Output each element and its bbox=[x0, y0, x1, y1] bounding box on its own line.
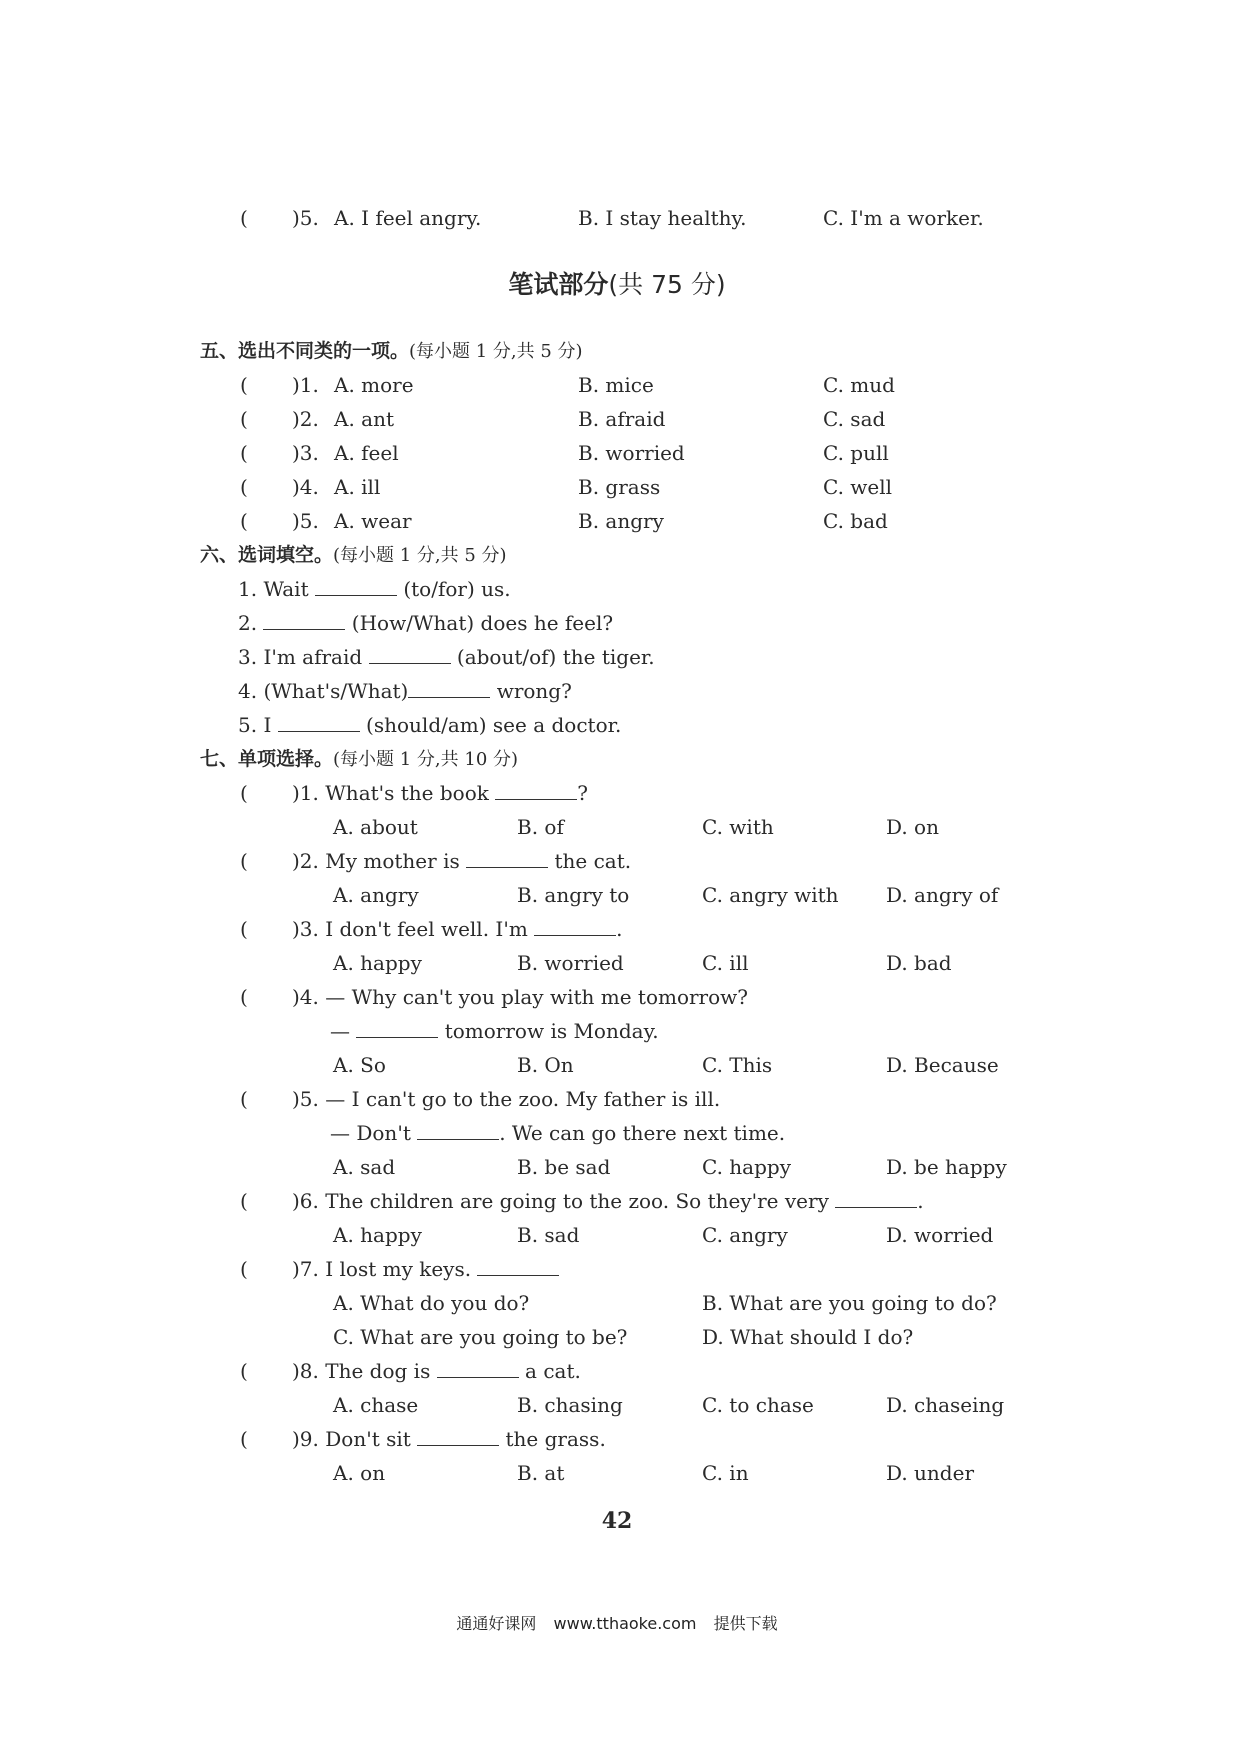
worksheet-page: ( )5. A. I feel angry. B. I stay healthy. C. I'm a worker. 笔试部分(共 75 分) 五、选出不同类的一项。(每小题 1 分,共 5 分) ( )1. A. more B. mice C. mud ( )2. A. ant B. afraid C. sad ( )3. A. feel B. worried C. pull ( )4. A. ill B. grass C. well ( )5. A. wear B. angry C. bad 六、选词填空。(每小题 1 分,共 5 分) 1. Wait (to/for) us. 2. (How/What) does he feel? 3. I'm afraid (about/of) the tiger. 4. (What's/What) wrong? 5. I (should/am) see a doctor. 七、单项选择。(每小题 1 分,共 10 分) ( )1. What's the book ? A. about B. of C. with D. on ( )2. My mother is the cat. A. angry B. angry to C. angry with D. angry of ( )3. I don't feel well. I'm . A. happy B. worried C. ill D. bad ( )4. — Why can't you play with me tomorrow? — tomorrow is Monday. A. So B. On C. This D. Because ( )5. — I can't go to the zoo. My father is ill. — Don't . We can go there next time. A. sad B. be sad C. happy D. be happy ( )6. The children are going to the zoo. So they're very . A. happy B. sad C. angry D. worried ( )7. I lost my keys. A. What do you do? B. What are you going to do? C. What are you going to be? D. What should I do? ( )8. The dog is a cat. A. chase B. chasing C. to chase D. chaseing ( )9. Don't sit the grass. A. on B. at C. in D. under 42 通通好课网 www.tthaoke.com 提供下载 bbox=[0, 0, 1234, 1748]
footer-action: 提供下载 bbox=[713, 1614, 778, 1633]
question-number: )8. bbox=[292, 1359, 319, 1383]
option-c: C. in bbox=[702, 1461, 749, 1485]
option-d: D. under bbox=[886, 1461, 974, 1485]
question-number: )3. bbox=[292, 441, 319, 465]
question-number: )1. bbox=[292, 373, 319, 397]
option-a: A. What do you do? bbox=[333, 1291, 530, 1315]
option-b: B. chasing bbox=[517, 1393, 623, 1417]
fill-blank-item: 2. (How/What) does he feel? bbox=[238, 611, 614, 635]
question-number: )2. bbox=[292, 849, 319, 873]
mc-question-line2: — Don't . We can go there next time. bbox=[330, 1121, 786, 1145]
option-d: D. Because bbox=[886, 1053, 999, 1077]
part-title bbox=[0, 268, 1234, 302]
option-b: B. of bbox=[517, 815, 564, 839]
question-number: )3. bbox=[292, 917, 319, 941]
section6-note: (每小题 1 分,共 5 分) bbox=[333, 545, 507, 566]
answer-blank[interactable] bbox=[263, 611, 345, 630]
option-b: B. at bbox=[517, 1461, 565, 1485]
option-a: A. wear bbox=[334, 509, 412, 533]
answer-blank[interactable] bbox=[495, 781, 577, 800]
fill-blank-item: 5. I (should/am) see a doctor. bbox=[238, 713, 622, 737]
option-c: C. What are you going to be? bbox=[333, 1325, 628, 1349]
answer-blank[interactable] bbox=[356, 1019, 438, 1038]
option-b: B. grass bbox=[578, 475, 661, 499]
part-title-main: 笔试部分 bbox=[508, 270, 609, 299]
option-a: A. ant bbox=[334, 407, 394, 431]
option-a: A. sad bbox=[333, 1155, 396, 1179]
option-a: A. on bbox=[333, 1461, 386, 1485]
option-c: C. ill bbox=[702, 951, 749, 975]
mc-question-line2: — tomorrow is Monday. bbox=[330, 1019, 659, 1043]
option-d: D. What should I do? bbox=[702, 1325, 914, 1349]
option-c: C. pull bbox=[823, 441, 889, 465]
answer-blank[interactable] bbox=[369, 645, 451, 664]
option-a: A. angry bbox=[333, 883, 419, 907]
option-c: C. angry with bbox=[702, 883, 839, 907]
section7-heading bbox=[200, 746, 518, 773]
section5-note: (每小题 1 分,共 5 分) bbox=[409, 341, 583, 362]
option-b: B. angry to bbox=[517, 883, 630, 907]
section6-title: 六、选词填空。 bbox=[200, 544, 334, 566]
option-d: D. angry of bbox=[886, 883, 999, 907]
option-d: D. bad bbox=[886, 951, 952, 975]
question-number: )4. bbox=[292, 985, 319, 1009]
footer-url[interactable]: www.tthaoke.com bbox=[553, 1614, 697, 1633]
option-b: B. angry bbox=[578, 509, 664, 533]
option-b: B. afraid bbox=[578, 407, 666, 431]
section6-heading bbox=[200, 542, 507, 569]
option-c: C. well bbox=[823, 475, 893, 499]
option-c: C. This bbox=[702, 1053, 773, 1077]
option-b: B. mice bbox=[578, 373, 654, 397]
option-b: B. On bbox=[517, 1053, 574, 1077]
answer-blank[interactable] bbox=[835, 1189, 917, 1208]
option-c: C. angry bbox=[702, 1223, 788, 1247]
option-a: A. happy bbox=[333, 1223, 422, 1247]
option-c: C. sad bbox=[823, 407, 886, 431]
option-a: A. feel bbox=[334, 441, 399, 465]
option-b: B. worried bbox=[517, 951, 624, 975]
fill-blank-item: 1. Wait (to/for) us. bbox=[238, 577, 511, 601]
question-number: )5. bbox=[292, 206, 319, 230]
question-number: )1. bbox=[292, 781, 319, 805]
section5-title: 五、选出不同类的一项。 bbox=[200, 340, 410, 362]
option-d: D. worried bbox=[886, 1223, 994, 1247]
option-c: C. I'm a worker. bbox=[823, 206, 984, 230]
fill-blank-item: 4. (What's/What) wrong? bbox=[238, 679, 572, 703]
answer-blank[interactable] bbox=[417, 1121, 499, 1140]
option-a: A. about bbox=[333, 815, 418, 839]
part-title-note: (共 75 分) bbox=[608, 270, 726, 299]
option-c: C. with bbox=[702, 815, 774, 839]
answer-blank[interactable] bbox=[278, 713, 360, 732]
option-c: C. happy bbox=[702, 1155, 792, 1179]
answer-paren: ( bbox=[240, 206, 248, 230]
option-a: A. So bbox=[333, 1053, 386, 1077]
section5-heading bbox=[200, 338, 583, 365]
option-a: A. happy bbox=[333, 951, 422, 975]
option-b: B. I stay healthy. bbox=[578, 206, 747, 230]
question-number: )5. bbox=[292, 1087, 319, 1111]
section7-note: (每小题 1 分,共 10 分) bbox=[333, 749, 519, 770]
option-d: D. on bbox=[886, 815, 939, 839]
option-b: B. be sad bbox=[517, 1155, 611, 1179]
option-a: A. I feel angry. bbox=[334, 206, 482, 230]
answer-blank[interactable] bbox=[466, 849, 548, 868]
answer-blank[interactable] bbox=[315, 577, 397, 596]
option-b: B. What are you going to do? bbox=[702, 1291, 997, 1315]
option-a: A. more bbox=[334, 373, 414, 397]
option-b: B. sad bbox=[517, 1223, 580, 1247]
question-number: )7. bbox=[292, 1257, 319, 1281]
footer-site-name: 通通好课网 bbox=[456, 1614, 537, 1633]
answer-blank[interactable] bbox=[534, 917, 616, 936]
page-number: 42 bbox=[601, 1508, 633, 1534]
question-number: )9. bbox=[292, 1427, 319, 1451]
footer bbox=[0, 1612, 1234, 1636]
option-d: D. be happy bbox=[886, 1155, 1007, 1179]
option-c: C. to chase bbox=[702, 1393, 814, 1417]
section7-title: 七、单项选择。 bbox=[200, 748, 334, 770]
answer-blank[interactable] bbox=[477, 1257, 559, 1276]
question-number: )2. bbox=[292, 407, 319, 431]
fill-blank-item: 3. I'm afraid (about/of) the tiger. bbox=[238, 645, 655, 669]
option-c: C. bad bbox=[823, 509, 888, 533]
answer-blank[interactable] bbox=[417, 1427, 499, 1446]
option-d: D. chaseing bbox=[886, 1393, 1005, 1417]
question-number: )5. bbox=[292, 509, 319, 533]
question-number: )6. bbox=[292, 1189, 319, 1213]
option-a: A. chase bbox=[333, 1393, 419, 1417]
option-b: B. worried bbox=[578, 441, 685, 465]
answer-blank[interactable] bbox=[437, 1359, 519, 1378]
question-number: )4. bbox=[292, 475, 319, 499]
option-c: C. mud bbox=[823, 373, 895, 397]
answer-blank[interactable] bbox=[408, 679, 490, 698]
option-a: A. ill bbox=[334, 475, 381, 499]
